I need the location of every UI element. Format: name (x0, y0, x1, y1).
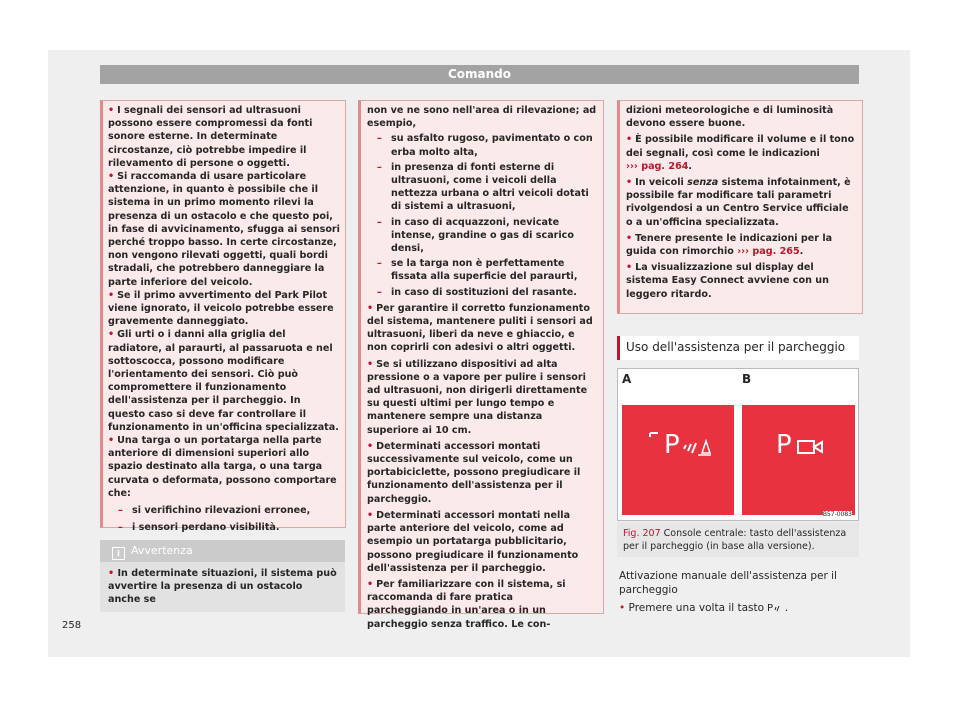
bullet-item: • Determinati accessori montati successivamente sul veicolo, come un portabiciclette, possono pregiudicare il funzionamento dell'assistenza per il parcheggio. (367, 440, 581, 505)
bullet-item: • In veicoli senza sistema infotainment, è possibile far modificare tali parametri rivolgendosi a un Centro Service ufficiale o a un'officina specializzata. (626, 177, 851, 228)
dash-icon: – (118, 505, 123, 517)
avvertenza-header: i Avvertenza (100, 540, 345, 562)
dash-item: – in presenza di fonti esterne di ultrasuoni, come i veicoli della nettezza urbana o altri veicoli dotati di sistemi a ultrasuoni, (377, 161, 589, 213)
avvertenza-body: • In determinate situazioni, il sistema può avvertire la presenza di un ostacolo anche se (100, 562, 345, 612)
bullet-icon: • (108, 329, 115, 341)
bullet-item: • Si raccomanda di usare particolare attenzione, in quanto è possibile che il sistema in un primo momento rilevi la presenza di un ostacolo e che questo poi, in fase di avvicinamento, sfugga ai sensori perché troppo basso. In certe circostanze, non vengono rilevati oggetti, quali bordi stradali, che potrebbero danneggiare la parte inferiore del veicolo. (108, 171, 340, 288)
bullet-item: • Se il primo avvertimento del Park Pilot viene ignorato, il veicolo potrebbe essere gravemente danneggiato. (108, 289, 334, 328)
dash-item: – in caso di sostituzioni del rasante. (377, 286, 577, 298)
park-assist-icon (648, 427, 712, 461)
dash-icon: – (377, 258, 382, 270)
dash-item: – in caso di acquazzoni, nevicate intense, grandine o gas di scarico densi, (377, 216, 574, 255)
dash-item: – su asfalto rugoso, pavimentato o con erba molto alta, (377, 133, 593, 158)
bullet-icon: • (367, 440, 374, 452)
caption-text: Console centrale: tasto dell'assistenza per il parcheggio (in base alla versione). (623, 528, 847, 552)
page-link[interactable]: ››› pag. 265 (737, 246, 800, 258)
paragraph: non ve ne sono nell'area di rilevazione; ad esempio, (367, 105, 597, 130)
paragraph: dizioni meteorologiche e di luminosità devono essere buone. (626, 105, 834, 130)
bullet-item: • Per garantire il corretto funzionamento del sistema, mantenere puliti i sensori ad ultrasuoni, liberi da neve e ghiaccio, e non coprirli con adesivi o altri oggetti. (367, 302, 593, 354)
dash-icon: – (377, 161, 382, 173)
bullet-icon: • (108, 568, 115, 579)
bullet-icon: • (619, 602, 626, 614)
bullet-item: • Una targa o un portatarga nella parte anteriore di dimensioni superiori allo spazio destinato alla targa, o una targa curvata o deformata, possono comportare che: (108, 435, 337, 499)
bullet-item: • Tenere presente le indicazioni per la guida con rimorchio ››› pag. 265. (626, 232, 833, 258)
dash-item: – se la targa non è perfettamente fissata alla superficie del paraurti, (377, 258, 578, 283)
column-1 (108, 104, 340, 535)
bullet-item: • Determinati accessori montati nella parte anteriore del veicolo, come ad esempio un portatarga pubblicitario, possono pregiudicare il funzionamento dell'assistenza per il parcheggio. (367, 509, 579, 574)
dash-item: – i sensori perdano visibilità. (118, 522, 280, 534)
figure-label-b: B (742, 372, 752, 386)
bullet-icon: • (626, 232, 633, 244)
section-title: Uso dell'assistenza per il parcheggio (617, 336, 859, 360)
page-header: Comando (100, 65, 859, 84)
svg-text:P: P (776, 430, 792, 460)
svg-text:P: P (767, 603, 774, 612)
dash-icon: – (377, 286, 382, 298)
dash-icon: – (377, 216, 382, 228)
figure-code: B57-0083 (822, 511, 852, 518)
column-3 (626, 104, 856, 301)
figure-207 (617, 368, 859, 521)
svg-text:P: P (664, 430, 680, 460)
bullet-icon: • (108, 289, 115, 301)
dash-icon: – (377, 133, 382, 145)
bullet-icon: • (367, 302, 374, 314)
bullet-item: • Per familiarizzare con il sistema, si raccomanda di fare pratica parcheggiando in un'area o in un parcheggio senza traffico. Le con- (367, 578, 566, 630)
dash-item: – si verifichino rilevazioni erronee, (118, 505, 311, 517)
info-icon: i (112, 547, 125, 560)
subheading: Attivazione manuale dell'assistenza per il parcheggio (619, 570, 837, 596)
figure-label-a: A (622, 372, 632, 386)
column-2 (367, 104, 597, 631)
bullet-icon: • (108, 435, 115, 447)
bullet-item: • Gli urti o i danni alla griglia del radiatore, al paraurti, al passaruota e nel sottoscocca, possono modificare l'orientamento dei sensori. Ciò può compromettere il funzionamento dell'assistenza per il parcheggio. In questo caso si deve far controllare il funzionamento in un'officina specializzata. (108, 329, 339, 433)
dash-icon: – (118, 522, 123, 534)
bullet-icon: • (626, 177, 633, 189)
bullet-icon: • (626, 134, 633, 146)
figure-number: Fig. 207 (623, 528, 661, 539)
bullet-item: • La visualizzazione sul display del sistema Easy Connect avviene con un leggero ritardo. (626, 262, 829, 300)
park-camera-icon (776, 427, 826, 461)
bullet-item: • Se si utilizzano dispositivi ad alta pressione o a vapore per pulire i sensori ad ultrasuoni, non dirigerli direttamente su questi ultimi per lungo tempo e mantenere sempre una distanza superiore ai 10 cm. (367, 358, 588, 436)
bullet-icon: • (108, 171, 115, 183)
bullet-icon: • (367, 578, 374, 590)
step-line: • Premere una volta il tasto P . (619, 602, 789, 614)
page-link[interactable]: ››› pag. 264 (626, 160, 689, 172)
bullet-item: • È possibile modificare il volume e il tono dei segnali, così come le indicazioni ››› pag. 264. (626, 134, 855, 172)
park-assist-button-icon (767, 602, 781, 612)
bullet-icon: • (367, 358, 374, 370)
bullet-icon: • (626, 262, 633, 274)
bullet-item: • I segnali dei sensori ad ultrasuoni possono essere compromessi da fonti sonore esterne. In determinate circostanze, ciò potrebbe impedire il rilevamento di persone o oggetti. (108, 105, 313, 169)
figure-caption (617, 522, 859, 557)
bullet-icon: • (108, 105, 115, 116)
bullet-icon: • (367, 509, 374, 521)
page-number: 258 (62, 620, 82, 631)
